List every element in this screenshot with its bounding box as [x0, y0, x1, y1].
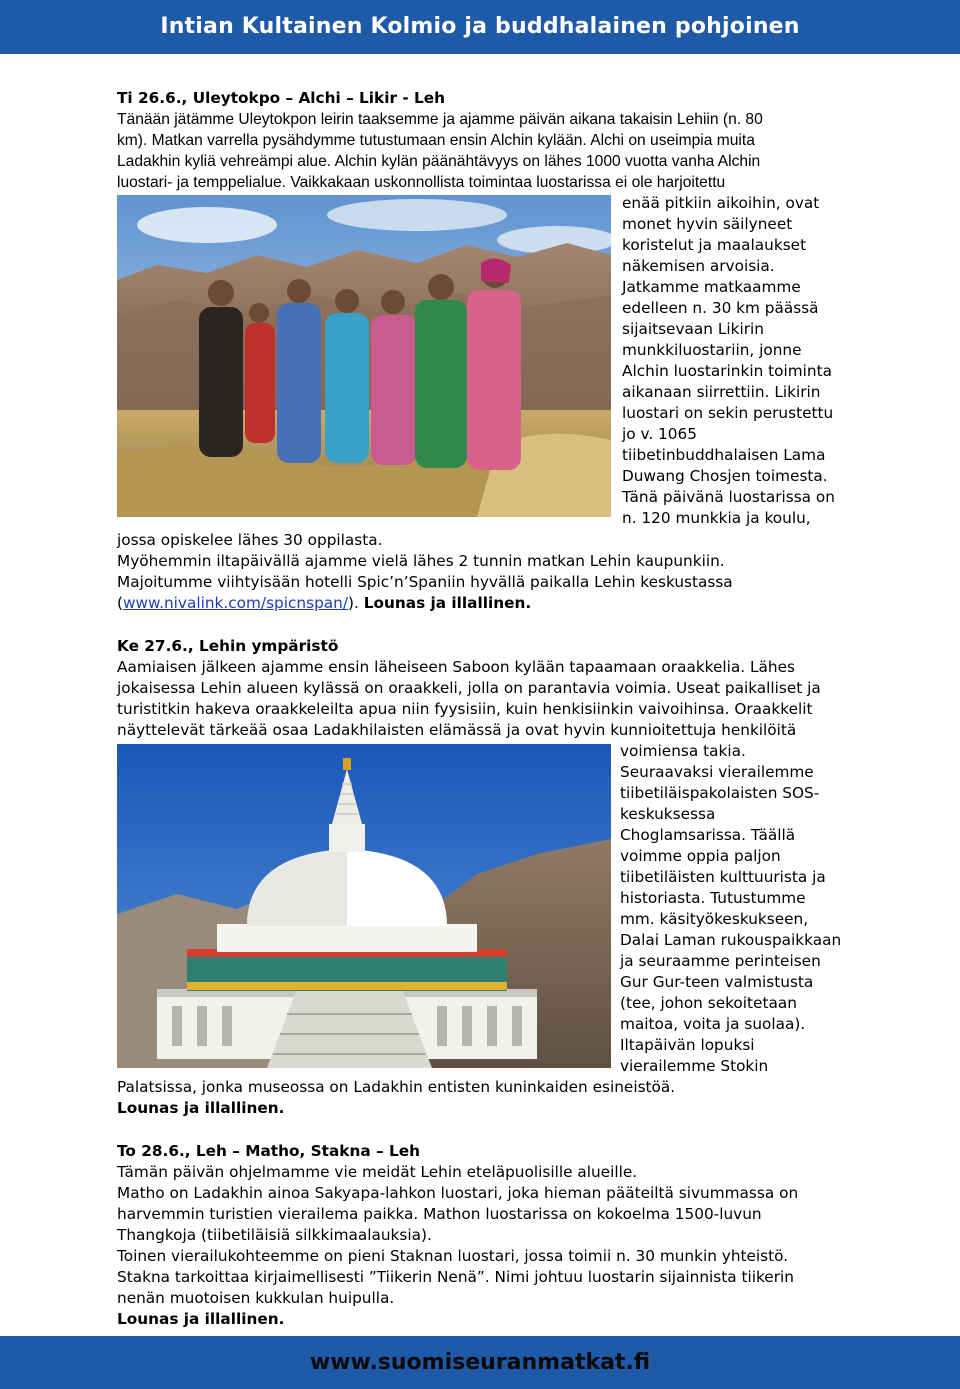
- paragraph-line: Matho on Ladakhin ainoa Sakyapa-lahkon luostari, joka hieman pääteiltä sivummassa on: [117, 1184, 799, 1202]
- side-text-line: aikanaan siirrettiin. Likirin: [622, 383, 821, 401]
- photo-shanti-stupa: [117, 744, 611, 1068]
- meals-note: Lounas ja illallinen.: [117, 1310, 285, 1328]
- paragraph-line: jokaisessa Lehin alueen kylässä on oraakkeli, jolla on parantavia voimia. Useat paikalliset ja: [117, 679, 821, 697]
- link-paren-open: (: [117, 594, 123, 612]
- paragraph-line: Myöhemmin iltapäivällä ajamme vielä lähes 2 tunnin matkan Lehin kaupunkiin.: [117, 552, 725, 570]
- paragraph-line: Tämän päivän ohjelmamme vie meidät Lehin eteläpuolisille alueille.: [117, 1163, 638, 1181]
- paragraph-line: Stakna tarkoittaa kirjaimellisesti ”Tiikerin Nenä”. Nimi johtuu luostarin sijainnista tiikerin: [117, 1268, 794, 1286]
- side-text-line: vierailemme Stokin: [620, 1057, 769, 1075]
- side-text-line: Choglamsarissa. Täällä: [620, 826, 796, 844]
- paragraph-line: Palatsissa, jonka museossa on Ladakhin entisten kuninkaiden esineistöä.: [117, 1078, 676, 1096]
- side-text-line: munkkiluostariin, jonne: [622, 341, 802, 359]
- paragraph-line: näyttelevät tärkeää osaa Ladakhilaisten elämässä ja ovat hyvin kunnioitettuja henkilöitä: [117, 721, 797, 739]
- side-text-line: Dalai Laman rukouspaikkaan: [620, 931, 842, 949]
- footer-website-link[interactable]: www.suomiseuranmatkat.fi: [309, 1350, 651, 1375]
- side-text-line: koristelut ja maalaukset: [622, 236, 807, 254]
- side-text-line: Tänä päivänä luostarissa on: [622, 488, 835, 506]
- side-text-line: voimiensa takia.: [620, 742, 746, 760]
- side-text-line: luostari on sekin perustettu: [622, 404, 834, 422]
- day-heading-wednesday: Ke 27.6., Lehin ympäristö: [117, 637, 339, 655]
- side-text-line: edelleen n. 30 km päässä: [622, 299, 819, 317]
- side-text-line: Gur Gur-teen valmistusta: [620, 973, 814, 991]
- paragraph-line: Majoitumme viihtyisään hotelli Spic’n’Spaniin hyvällä paikalla Lehin keskustassa: [117, 573, 733, 591]
- side-text-line: Iltapäivän lopuksi: [620, 1036, 755, 1054]
- side-text-line: Duwang Chosjen toimesta.: [622, 467, 828, 485]
- side-text-line: ja seuraamme perinteisen: [620, 952, 821, 970]
- side-text-line: monet hyvin säilyneet: [622, 215, 793, 233]
- day-heading-thursday: To 28.6., Leh – Matho, Stakna – Leh: [117, 1142, 420, 1160]
- side-text-line: n. 120 munkkia ja koulu,: [622, 509, 811, 527]
- side-text-line: keskuksessa: [620, 805, 716, 823]
- meals-note: Lounas ja illallinen.: [117, 1099, 285, 1117]
- paragraph-line: jossa opiskelee lähes 30 oppilasta.: [117, 531, 383, 549]
- link-paren-close: ).: [348, 594, 359, 612]
- paragraph-line: Tänään jätämme Uleytokpon leirin taaksemme ja ajamme päivän aikana takaisin Lehiin (n. 80: [117, 111, 763, 128]
- side-text-line: voimme oppia paljon: [620, 847, 781, 865]
- side-text-line: maitoa, voita ja suolaa).: [620, 1015, 806, 1033]
- meals-note: Lounas ja illallinen.: [363, 594, 532, 612]
- side-text-line: tiibetinbuddhalaisen Lama: [622, 446, 826, 464]
- paragraph-line: Toinen vierailukohteemme on pieni Staknan luostari, jossa toimii n. 30 munkin yhteistö.: [117, 1247, 789, 1265]
- paragraph-line: Aamiaisen jälkeen ajamme ensin läheiseen Saboon kylään tapaamaan oraakkelia. Lähes: [117, 658, 795, 676]
- side-text-line: tiibetiläisten kulttuurista ja: [620, 868, 826, 886]
- photo-ladakh-villagers: [117, 195, 611, 517]
- side-text-line: historiasta. Tutustumme: [620, 889, 806, 907]
- paragraph-line: Ladakhin kyliä vehreämpi alue. Alchin kylän päänähtävyys on lähes 1000 vuotta vanha Alchin: [117, 153, 761, 170]
- side-text-line: jo v. 1065: [622, 425, 697, 443]
- side-text-line: (tee, johon sekoitetaan: [620, 994, 797, 1012]
- side-text-line: tiibetiläispakolaisten SOS-: [620, 784, 820, 802]
- paragraph-line: nenän muotoisen kukkulan huipulla.: [117, 1289, 395, 1307]
- hotel-website-link[interactable]: www.nivalink.com/spicnspan/: [122, 594, 349, 612]
- hotel-link-line: [117, 593, 531, 614]
- side-text-line: enää pitkiin aikoihin, ovat: [622, 194, 820, 212]
- paragraph-line: turistitkin hakeva oraakkeleilta apua niin fyysisiin, kuin henkisiinkin vaivoihinsa. Oraakkelit: [117, 700, 813, 718]
- paragraph-line: luostari- ja temppelialue. Vaikkakaan uskonnollista toimintaa luostarissa ei ole harjoitettu: [117, 174, 726, 191]
- paragraph-line: Thangkoja (tiibetiläisiä silkkimaalauksia).: [117, 1226, 432, 1244]
- side-text-line: sijaitsevaan Likirin: [622, 320, 764, 338]
- side-text-line: Seuraavaksi vierailemme: [620, 763, 814, 781]
- day-heading-tuesday: Ti 26.6., Uleytokpo – Alchi – Likir - Leh: [117, 89, 446, 107]
- side-text-line: Jatkamme matkaamme: [622, 278, 801, 296]
- side-text-line: näkemisen arvoisia.: [622, 257, 775, 275]
- side-text-line: Alchin luostarinkin toiminta: [622, 362, 832, 380]
- paragraph-line: harvemmin turistien vierailema paikka. Mathon luostarissa on kokoelma 1500-luvun: [117, 1205, 762, 1223]
- paragraph-line: km). Matkan varrella pysähdymme tutustumaan ensin Alchin kylään. Alchi on useimpia muita: [117, 132, 755, 149]
- document-title: Intian Kultainen Kolmio ja buddhalainen pohjoinen: [160, 14, 800, 39]
- side-text-line: mm. käsityökeskukseen,: [620, 910, 809, 928]
